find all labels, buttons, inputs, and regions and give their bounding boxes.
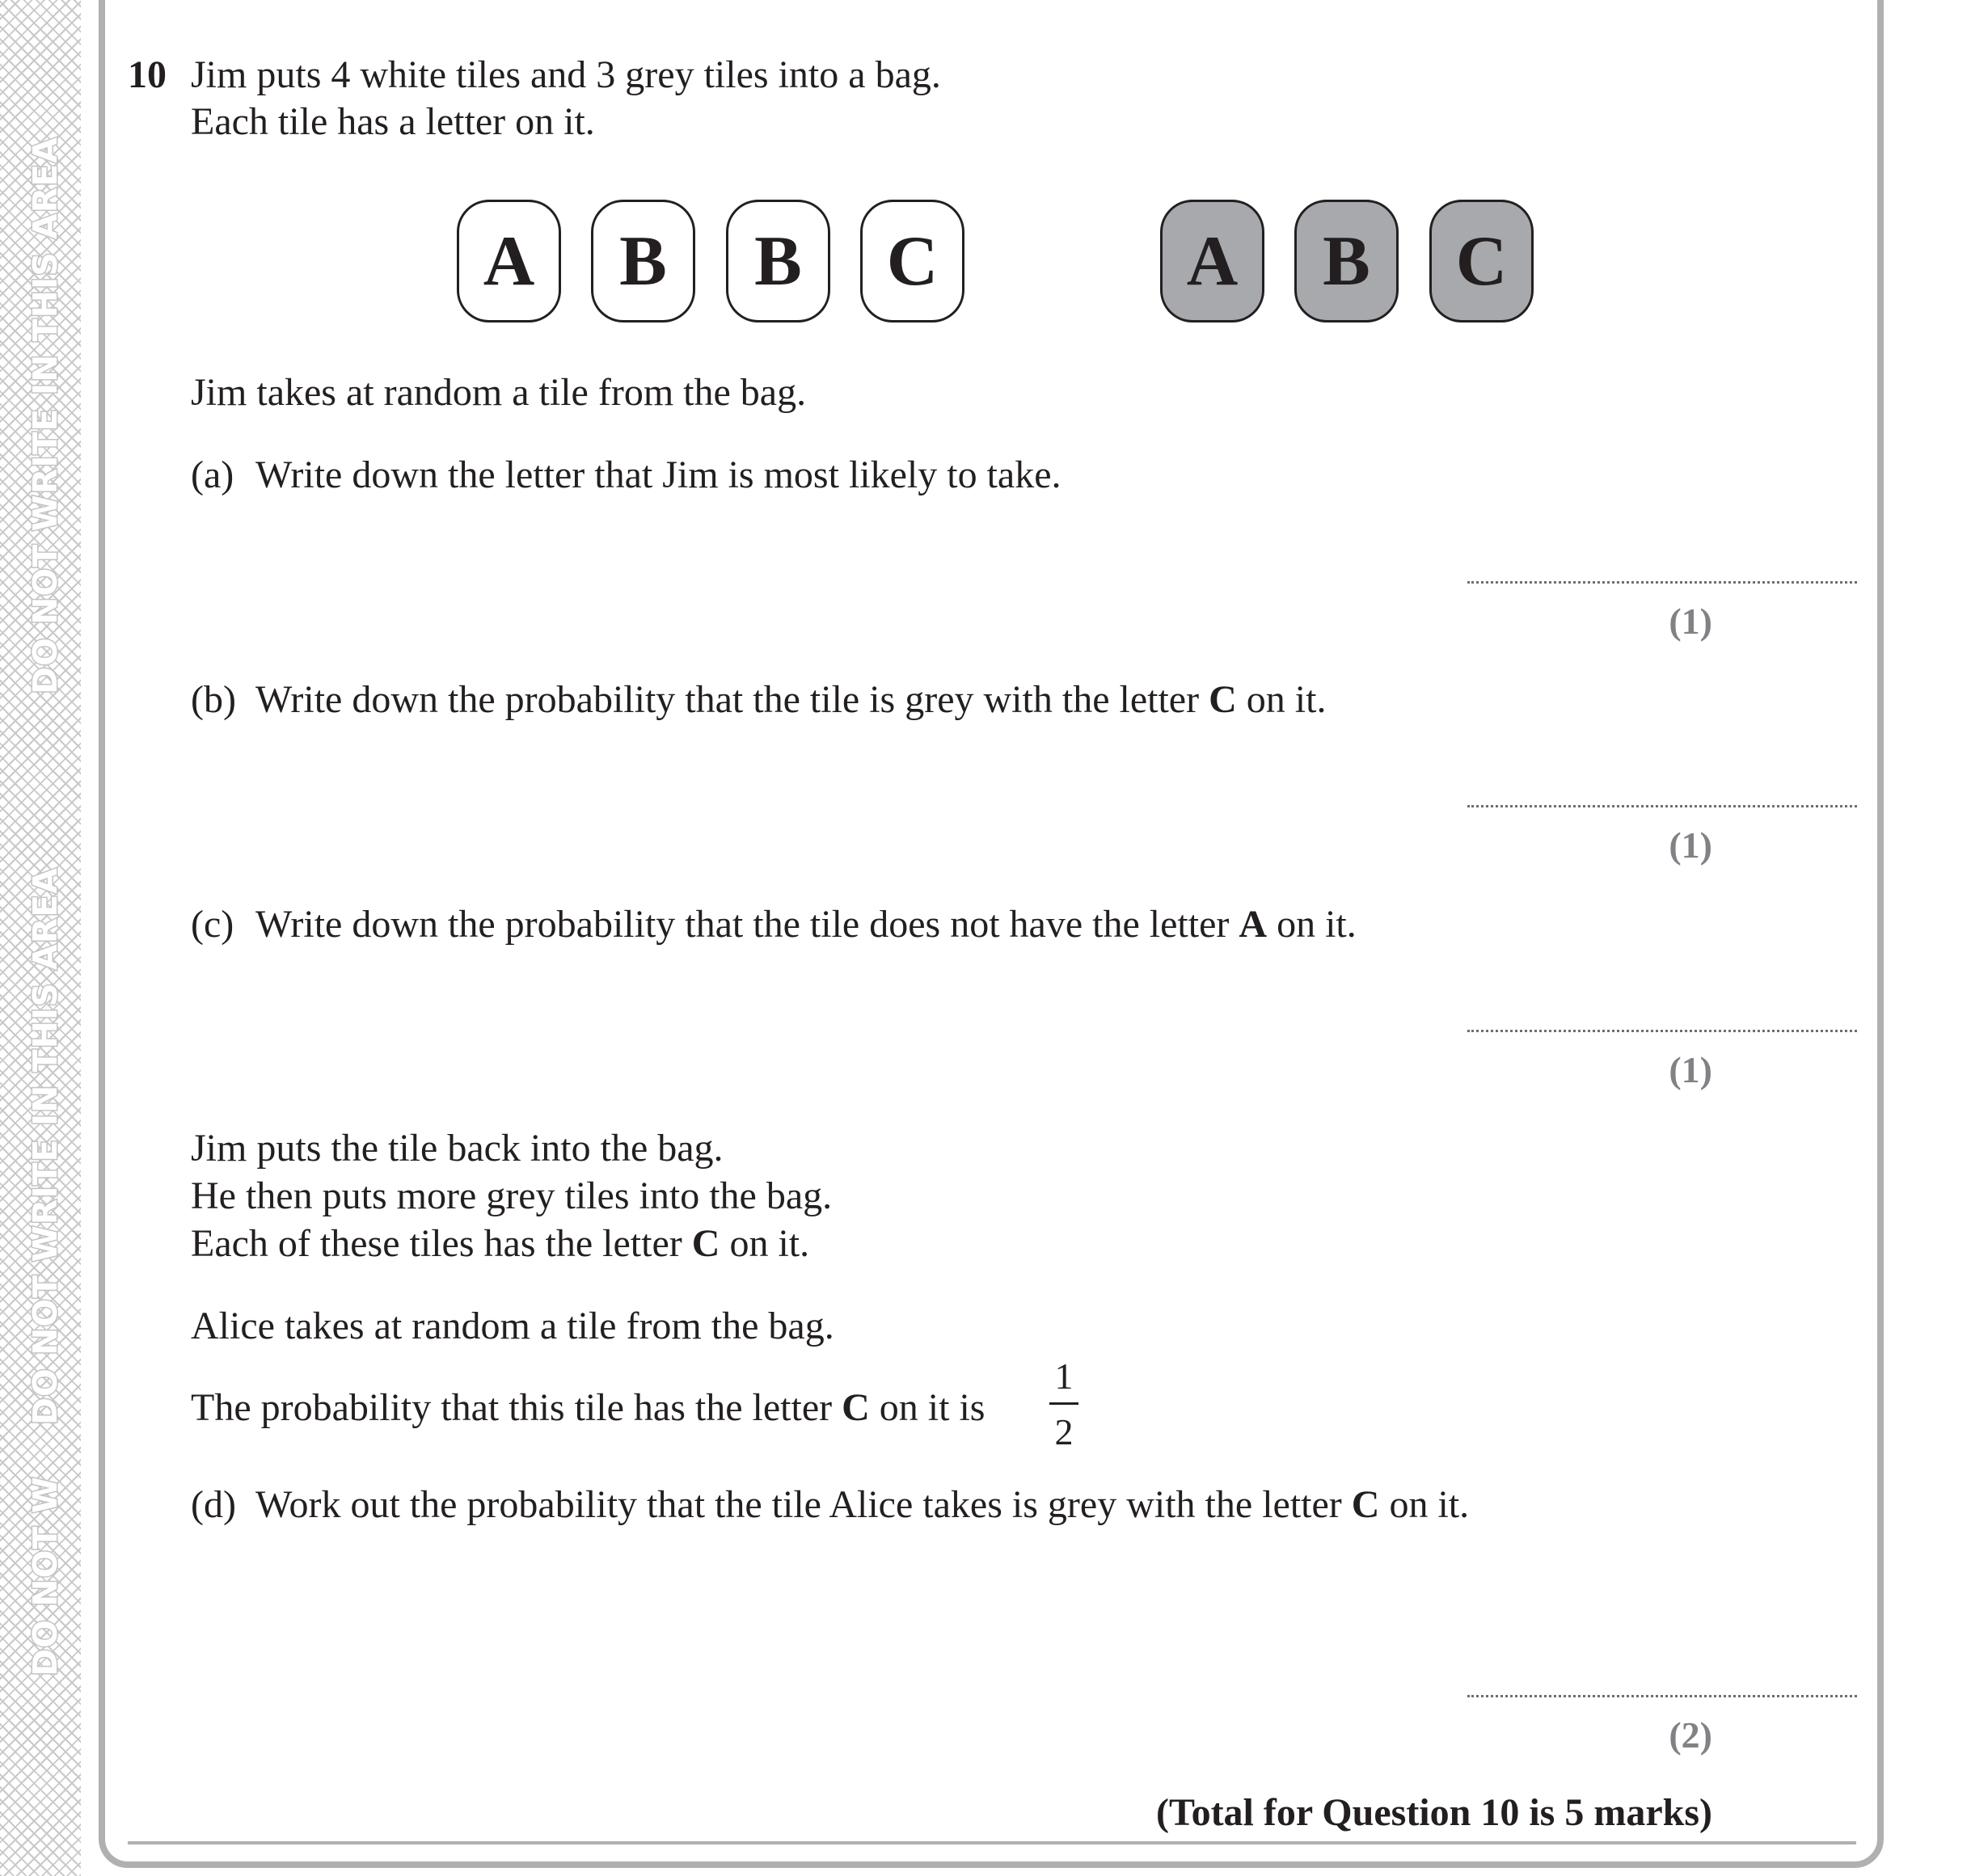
part-a-answer-line[interactable]: [1467, 581, 1857, 584]
total-marks: (Total for Question 10 is 5 marks): [1155, 1791, 1712, 1834]
grey-tile: A: [1160, 200, 1264, 323]
part-a-label: (a): [191, 453, 234, 496]
part-b-question: (b) Write down the probability that the tile is grey with the letter C on it.: [191, 677, 1326, 723]
setup-text: Jim puts the tile back into the bag.: [191, 1127, 724, 1170]
part-b-label: (b): [191, 678, 236, 721]
part-d-question: (d) Work out the probability that the tile Alice takes is grey with the letter C on it.: [191, 1482, 1469, 1528]
part-b-answer-line[interactable]: [1467, 805, 1857, 807]
part-a-marks: (1): [1669, 601, 1712, 642]
setup-text: Each of these tiles has the letter C on it.: [191, 1222, 810, 1265]
divider: [128, 1841, 1856, 1844]
setup-text: He then puts more grey tiles into the bag.: [191, 1174, 833, 1217]
grey-tile: C: [1429, 200, 1534, 323]
white-tile: C: [860, 200, 964, 323]
part-c-label: (c): [191, 903, 234, 946]
part-a-question: (a) Write down the letter that Jim is most likely to take.: [191, 452, 1061, 499]
white-tile: B: [726, 200, 830, 323]
fraction-one-half: 1 2: [1049, 1355, 1078, 1453]
question-intro-line-2: Each tile has a letter on it.: [191, 100, 595, 143]
part-d-answer-line[interactable]: [1467, 1695, 1857, 1697]
part-d-marks: (2): [1669, 1714, 1712, 1756]
probability-statement: The probability that this tile has the letter C on it is: [191, 1386, 986, 1429]
grey-tile: B: [1294, 200, 1399, 323]
part-b-marks: (1): [1669, 824, 1712, 866]
setup-text: Jim takes at random a tile from the bag.: [191, 371, 807, 414]
question-intro-line-1: Jim puts 4 white tiles and 3 grey tiles into a bag.: [191, 53, 941, 96]
part-c-marks: (1): [1669, 1049, 1712, 1090]
white-tile: A: [457, 200, 561, 323]
part-c-answer-line[interactable]: [1467, 1030, 1857, 1032]
setup-text: Alice takes at random a tile from the bag.: [191, 1305, 834, 1347]
question-number: 10: [128, 53, 167, 96]
part-d-label: (d): [191, 1483, 236, 1526]
part-c-question: (c) Write down the probability that the tile does not have the letter A on it.: [191, 901, 1357, 948]
white-tile: B: [591, 200, 695, 323]
